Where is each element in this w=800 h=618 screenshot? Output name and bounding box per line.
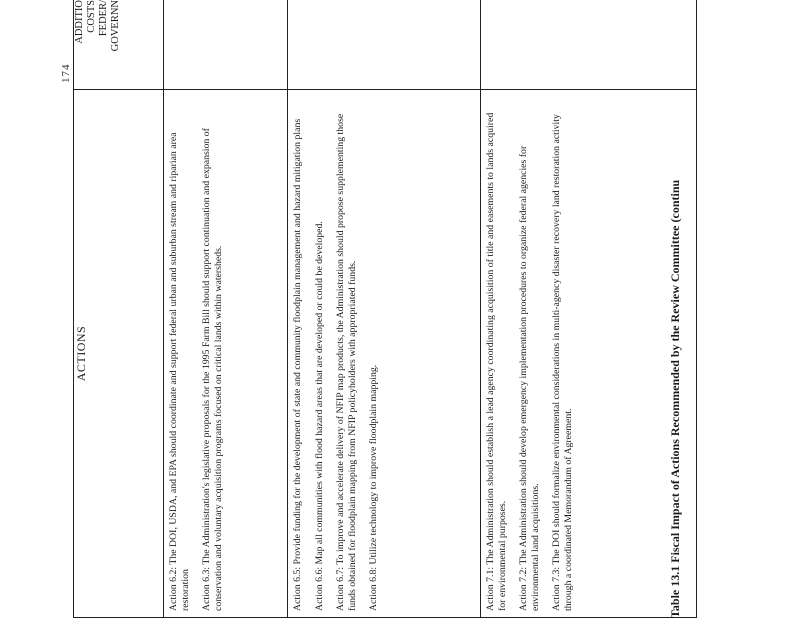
table-row [481, 0, 697, 618]
cost-cell [164, 0, 288, 90]
header-line: FEDER/ [98, 0, 109, 37]
column-header-actions: ACTIONS [74, 90, 164, 618]
action-item: Action 6.7: To improve and accelerate delivery of NFIP map products, the Administration should propose supplementing those funds obtained for floodplain mapping from NFIP policyholders with appropriated funds. [335, 113, 358, 611]
table-row [288, 0, 481, 618]
action-item: Action 6.5: Provide funding for the development of state and community floodplain management and hazard mitigation plans [292, 118, 303, 611]
table-row [164, 0, 288, 618]
header-line: COSTS [86, 0, 97, 33]
action-item: Action 6.3: The Administration's legislative proposals for the 1995 Farm Bill should support continuation and expansion of conservation and voluntary acquisition programs focused on critical lands within watersheds. [201, 128, 224, 611]
actions-cell [288, 90, 481, 618]
actions-cell [481, 90, 697, 618]
action-item: Action 6.6: Map all communities with flood hazard areas that are developed or could be developed. [313, 221, 325, 611]
cost-cell [288, 0, 481, 90]
header-line: ADDITIO [74, 0, 85, 44]
header-line: GOVERNN [110, 0, 121, 52]
cost-cell [481, 0, 697, 90]
action-item: Action 7.2: The Administration should develop emergency implementation procedures to organize federal agencies for environmental land acquisitions. [518, 145, 541, 611]
page-number: 174 [60, 63, 72, 83]
fiscal-impact-table [73, 0, 697, 618]
column-header-additional-costs [74, 0, 164, 90]
actions-cell [164, 90, 288, 618]
action-item: Action 6.2: The DOI, USDA, and EPA should coordinate and support federal urban and suburban stream and riparian area restoration [168, 132, 191, 611]
table-caption: Table 13.1 Fiscal Impact of Actions Recommended by the Review Committee (continu [668, 179, 682, 618]
action-item: Action 6.8: Utilize technology to improve floodplain mapping. [368, 364, 379, 611]
action-item: Action 7.1: The Administration should establish a lead agency coordinating acquisition of title and easements to lands acquired for environmental purposes. [485, 112, 508, 611]
action-item: Action 7.3: The DOI should formalize environmental considerations in multi-agency disaster recovery land restoration activity through a coordinated Memorandum of Agreement. [551, 114, 574, 611]
